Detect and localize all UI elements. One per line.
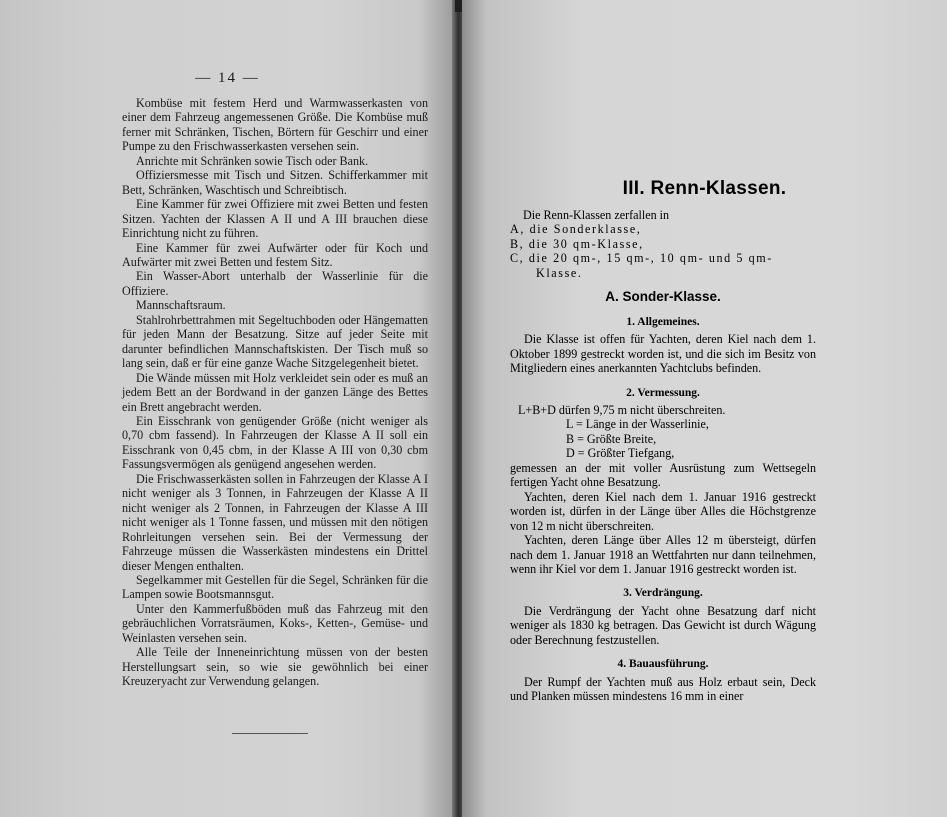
paragraph: Die Frischwasserkästen sollen in Fahrzeugen der Klasse A I nicht weniger als 3 Tonnen, in Fahrzeugen der Klasse A II nicht weniger als 2 Tonnen, in Fahrzeugen der Klasse A III nicht weniger als 1 Tonne fassen, und müssen mit den nötigen Rohrleitungen versehen sein. Bei der Vermessung der Fahrzeuge müssen die Wasserkästen mindestens ein Drittel dieser Mengen enthalten.: [122, 471, 428, 573]
left-page: [0, 0, 455, 817]
class-list-item: Klasse.: [536, 265, 583, 280]
paragraph: Die Verdrängung der Yacht ohne Besatzung darf nicht weniger als 1830 kg betragen. Das Gewicht ist durch Wägung oder Berechnung festzustellen.: [510, 603, 816, 647]
paragraph: Offiziersmesse mit Tisch und Sitzen. Schifferkammer mit Bett, Schränken, Waschtisch und Schreibtisch.: [122, 168, 428, 197]
subsection-title: A. Sonder-Klasse.: [605, 289, 721, 305]
paragraph: Eine Kammer für zwei Aufwärter oder für Koch und Aufwärter mit zwei Betten und festem Sitz.: [122, 240, 428, 269]
measurement-formula: L+B+D dürfen 9,75 m nicht überschreiten.: [518, 402, 726, 417]
class-list-item: C, die 20 qm-, 15 qm-, 10 qm- und 5 qm-: [510, 251, 773, 266]
formula-definition: B = Größte Breite,: [566, 431, 657, 446]
intro-text: Die Renn-Klassen zerfallen in: [523, 208, 670, 222]
formula-definition: D = Größter Tiefgang,: [566, 446, 675, 461]
left-page-body: [122, 96, 428, 689]
right-page-body: [510, 208, 816, 704]
heading-vermessung: 2. Vermessung.: [626, 386, 700, 399]
paragraph: Ein Wasser-Abort unterhalb der Wasserlinie für die Offiziere.: [122, 269, 428, 298]
page-number: — 14 —: [195, 70, 260, 86]
end-rule: [232, 733, 308, 734]
paragraph: Yachten, deren Länge über Alles 12 m übersteigt, dürfen nach dem 1. Januar 1918 an Wettfahrten nur dann teilnehmen, wenn ihr Kiel vor dem 1. Januar 1916 gestreckt worden ist.: [510, 533, 816, 576]
heading-verdraengung: 3. Verdrängung.: [623, 587, 703, 600]
formula-definition: L = Länge in der Wasserlinie,: [566, 417, 709, 432]
paragraph: Der Rumpf der Yachten muß aus Holz erbaut sein, Deck und Planken müssen mindestens 16 mm in einer: [510, 674, 816, 704]
paragraph: Segelkammer mit Gestellen für die Segel, Schränken für die Lampen sowie Bootsmannsgut.: [122, 572, 428, 602]
paragraph: Kombüse mit festem Herd und Warmwasserkasten von einer dem Fahrzeug angemessenen Größe. Die Kombüse muß ferner mit Schränken, Tischen, Börtern für Geschirr und einer Pumpe zu den Frischwasserkasten versehen sein.: [122, 96, 428, 154]
class-list-item: B, die 30 qm-Klasse,: [510, 236, 644, 251]
paragraph: Die Klasse ist offen für Yachten, deren Kiel nach dem 1. Oktober 1899 gestreckt worden ist, und die sich im Besitz von Mitgliedern eines anerkannten Yachtclubs befinden.: [510, 332, 816, 376]
paragraph: Eine Kammer für zwei Offiziere mit zwei Betten und festen Sitzen. Yachten der Klassen A II und A III brauchen diese Einrichtung nicht zu führen.: [122, 197, 428, 241]
paragraph: Anrichte mit Schränken sowie Tisch oder Bank.: [136, 153, 369, 168]
paragraph: Die Wände müssen mit Holz verkleidet sein oder es muß an jedem Bett an der Bordwand in der ganzen Länge des Bettes ein Brett angebracht werden.: [122, 370, 428, 414]
paragraph: gemessen an der mit voller Ausrüstung zum Wettsegeln fertigen Yacht ohne Besatzung.: [510, 460, 816, 490]
heading-bauausfuehrung: 4. Bauausführung.: [617, 658, 709, 671]
paragraph: Yachten, deren Kiel nach dem 1. Januar 1916 gestreckt worden ist, dürfen in der Länge über Alles die Höchstgrenze von 12 m nicht überschreiten.: [510, 489, 816, 533]
paragraph: Mannschaftsraum.: [136, 298, 226, 313]
class-list-item: A, die Sonderklasse,: [510, 222, 642, 237]
paragraph: Ein Eisschrank von genügender Größe (nicht weniger als 0,70 cbm fassend). In Fahrzeugen der Klasse A II soll ein Eisschrank von 0,45 cbm, in der Klasse A III von 0,30 cbm Fassungsvermögen als genügend angesehen werden.: [122, 413, 428, 472]
paragraph: Alle Teile der Inneneinrichtung müssen von der besten Herstellungsart sein, so wie sie gewöhnlich bei einer Kreuzeryacht zur Verwendung gelangen.: [122, 645, 428, 689]
heading-allgemeines: 1. Allgemeines.: [626, 315, 700, 328]
paragraph: Stahlrohrbettrahmen mit Segeltuchboden oder Hängematten für jeden Mann der Besatzung. Sitze auf jeder Seite mit darunter befindlichen Mannschaftskisten. Der Tisch muß so lang sein, daß er für eine ganze Wache Sitzgelegenheit bietet.: [122, 312, 428, 371]
section-title: III. Renn-Klassen.: [622, 178, 787, 199]
paragraph: Unter den Kammerfußböden muß das Fahrzeug mit den gebräuchlichen Vorratsräumen, Koks-, Ketten-, Gemüse- und Weinlasten versehen sein.: [122, 601, 428, 645]
